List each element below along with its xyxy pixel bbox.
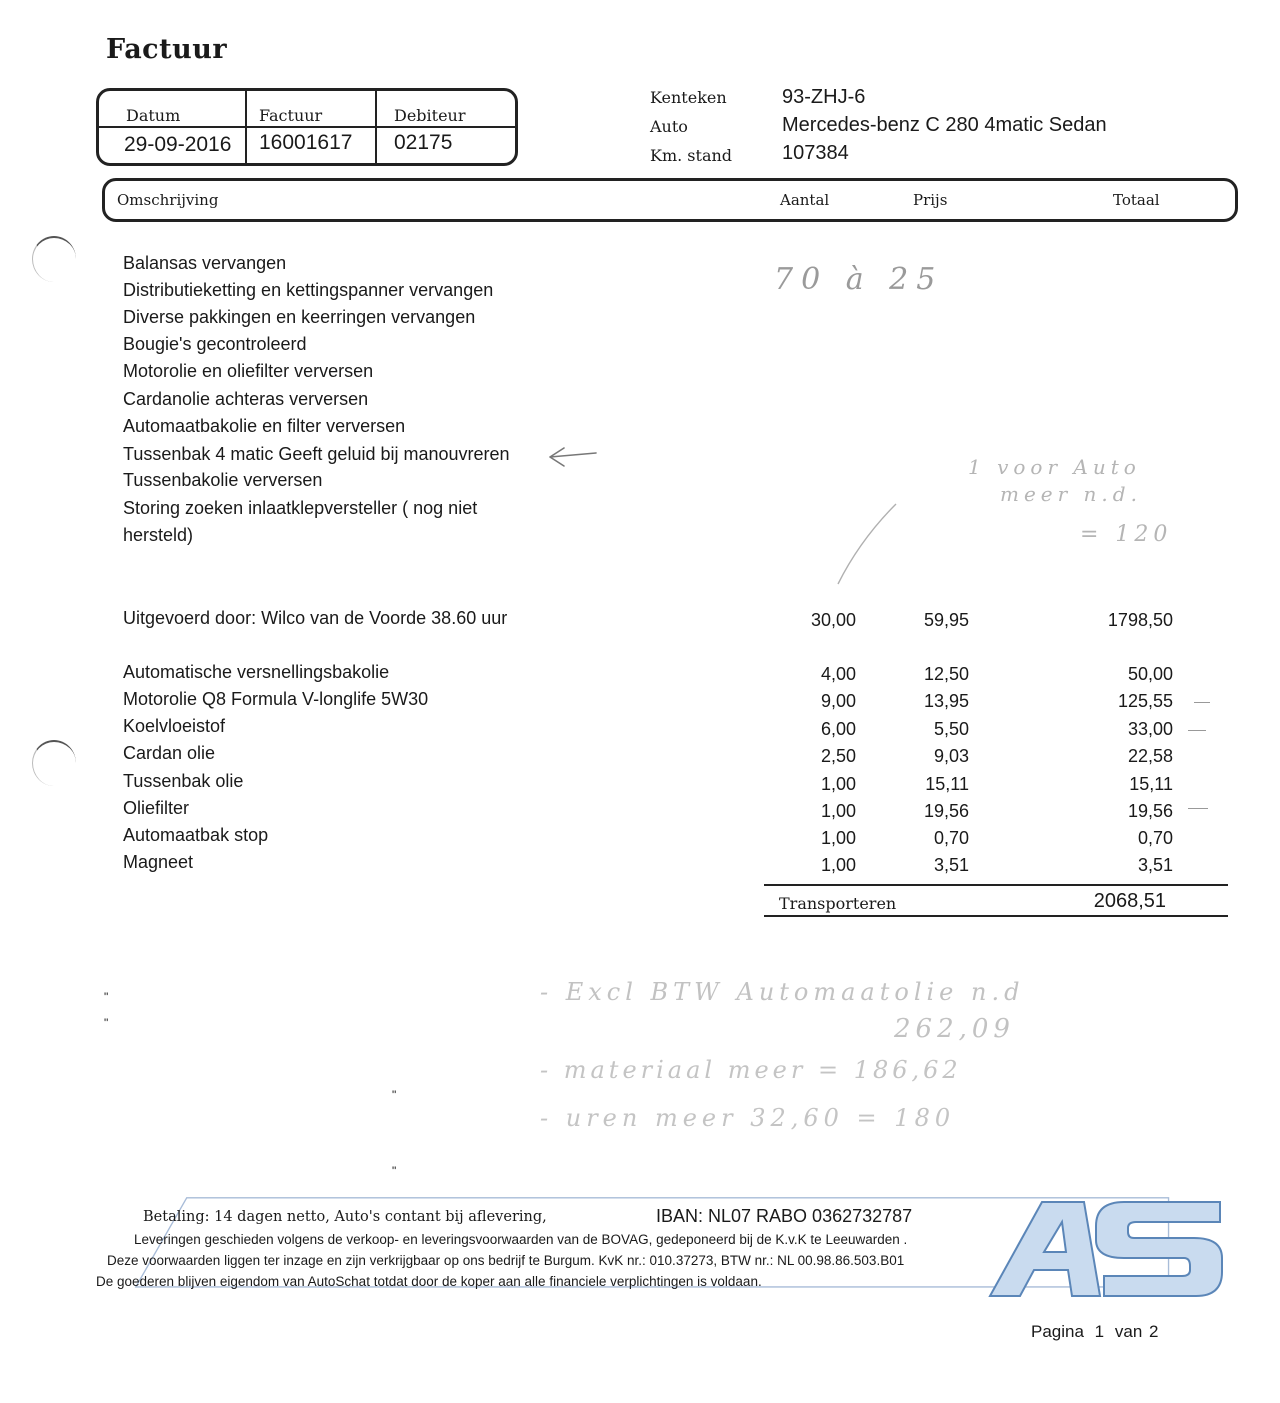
subtotal-rule-bottom [764, 915, 1228, 917]
handwritten-note-bottom: 262,09 [894, 1014, 1015, 1044]
pencil-tick [1188, 808, 1208, 809]
payment-terms: Betaling: 14 dagen netto, Auto's contant bij aflevering, [143, 1209, 547, 1225]
part-prijs: 5,50 [933, 719, 969, 739]
part-prijs: 0,70 [933, 828, 969, 848]
part-totaal: 50,00 [1127, 664, 1173, 684]
handwritten-note-top: 70 à 25 [774, 262, 944, 297]
part-description: Cardan olie [123, 743, 216, 763]
part-totaal: 33,00 [1127, 719, 1173, 739]
autoschat-logo [984, 1196, 1226, 1300]
part-prijs: 9,03 [933, 746, 969, 766]
handwritten-note-bottom: - Excl BTW Automaatolie n.d [540, 978, 1025, 1006]
part-description: Automaatbak stop [123, 825, 269, 845]
pencil-tick [1194, 702, 1210, 703]
part-description: Magneet [123, 852, 194, 872]
part-prijs: 15,11 [925, 774, 969, 794]
footer-line-2: Deze voorwaarden liggen ter inzage en zijn verkrijgbaar op ons bedrijf te Burgum. KvK nr.: 010.37273, BTW nr.: NL 00.98.86.503.B01 [107, 1253, 905, 1268]
part-prijs: 19,56 [923, 801, 969, 821]
document-title: Factuur [106, 34, 228, 65]
part-totaal: 125,55 [1117, 691, 1173, 711]
labour-aantal: 30,00 [810, 610, 856, 630]
datum-label: Datum [126, 106, 181, 125]
work-line: Cardanolie achteras verversen [123, 389, 369, 409]
handwritten-note-right: = 120 [1080, 522, 1173, 547]
auto-label: Auto [650, 117, 688, 136]
part-aantal: 1,00 [820, 828, 856, 848]
datum-value: 29-09-2016 [124, 133, 232, 156]
ditto-mark: " [392, 1164, 397, 1178]
handwritten-note-bottom: - uren meer 32,60 = 180 [540, 1104, 956, 1132]
part-aantal: 9,00 [820, 691, 856, 711]
part-totaal: 15,11 [1129, 774, 1173, 794]
handwritten-note-right: meer n.d. [1000, 482, 1142, 506]
part-description: Oliefilter [123, 798, 190, 818]
page-word: Pagina [1031, 1322, 1084, 1341]
part-aantal: 1,00 [820, 801, 856, 821]
footer-line-1: Leveringen geschieden volgens de verkoop- en leveringsvoorwaarden van de BOVAG, gedeponeerd bij de K.v.K te Leeuwarden . [134, 1232, 908, 1247]
handwritten-stroke [830, 500, 900, 590]
column-omschrijving: Omschrijving [117, 191, 219, 209]
work-line: Storing zoeken inlaatklepversteller ( nog niet [123, 498, 478, 518]
work-line: Tussenbakolie verversen [123, 470, 323, 490]
work-line: Distributieketting en kettingspanner vervangen [123, 280, 494, 300]
labour-description: Uitgevoerd door: Wilco van de Voorde 38.60 uur [123, 608, 508, 628]
page-total: 2 [1149, 1322, 1159, 1341]
debiteur-value: 02175 [394, 131, 453, 154]
pencil-tick [1188, 730, 1206, 731]
subtotal-rule-top [764, 884, 1228, 886]
iban: IBAN: NL07 RABO 0362732787 [656, 1206, 913, 1226]
part-description: Koelvloeistof [123, 716, 226, 736]
punch-hole-top [32, 236, 76, 282]
work-line: Bougie's gecontroleerd [123, 334, 307, 354]
punch-hole-bottom [32, 740, 76, 786]
labour-totaal: 1798,50 [1107, 610, 1173, 630]
page-current: 1 [1094, 1322, 1105, 1341]
work-line: Motorolie en oliefilter verversen [123, 361, 374, 381]
work-line: Diverse pakkingen en keerringen vervangen [123, 307, 476, 327]
ditto-mark: " [104, 1016, 109, 1030]
column-totaal: Totaal [1113, 191, 1160, 209]
km-stand-label: Km. stand [650, 146, 733, 165]
handwritten-note-bottom: - materiaal meer = 186,62 [540, 1056, 962, 1084]
labour-prijs: 59,95 [923, 610, 969, 630]
kenteken-value: 93-ZHJ-6 [782, 86, 866, 108]
work-line: Balansas vervangen [123, 253, 287, 273]
part-totaal: 19,56 [1127, 801, 1173, 821]
part-totaal: 22,58 [1127, 746, 1173, 766]
part-aantal: 1,00 [820, 855, 856, 875]
ditto-mark: " [392, 1088, 397, 1102]
work-line: Automaatbakolie en filter verversen [123, 416, 406, 436]
part-prijs: 12,50 [923, 664, 969, 684]
column-header-bar [102, 178, 1238, 222]
page-indicator [1031, 1322, 1159, 1342]
debiteur-label: Debiteur [394, 106, 466, 125]
factuur-label: Factuur [259, 106, 323, 125]
handwritten-note-right: 1 voor Auto [968, 455, 1141, 479]
handwritten-arrow-icon [546, 444, 598, 470]
part-aantal: 2,50 [820, 746, 856, 766]
column-prijs: Prijs [913, 191, 948, 209]
part-prijs: 13,95 [923, 691, 969, 711]
work-line: hersteld) [123, 525, 194, 545]
part-aantal: 4,00 [820, 664, 856, 684]
part-aantal: 1,00 [820, 774, 856, 794]
part-description: Automatische versnellingsbakolie [123, 662, 390, 682]
factuur-value: 16001617 [259, 131, 353, 154]
kenteken-label: Kenteken [650, 88, 727, 107]
part-description: Motorolie Q8 Formula V-longlife 5W30 [123, 689, 429, 709]
transport-amount: 2068,51 [1093, 890, 1166, 912]
footer-line-3: De goederen blijven eigendom van AutoSchat totdat door de koper aan alle financiele verplichtingen is voldaan. [96, 1274, 762, 1289]
transport-label: Transporteren [779, 894, 897, 913]
part-prijs: 3,51 [933, 855, 969, 875]
part-totaal: 3,51 [1137, 855, 1173, 875]
column-aantal: Aantal [780, 191, 830, 209]
work-line: Tussenbak 4 matic Geeft geluid bij manouvreren [123, 444, 510, 464]
ditto-mark: " [104, 990, 109, 1004]
km-stand-value: 107384 [782, 142, 849, 164]
page-of: van [1114, 1322, 1143, 1341]
auto-value: Mercedes-benz C 280 4matic Sedan [782, 114, 1107, 136]
part-description: Tussenbak olie [123, 771, 244, 791]
part-totaal: 0,70 [1137, 828, 1173, 848]
part-aantal: 6,00 [820, 719, 856, 739]
